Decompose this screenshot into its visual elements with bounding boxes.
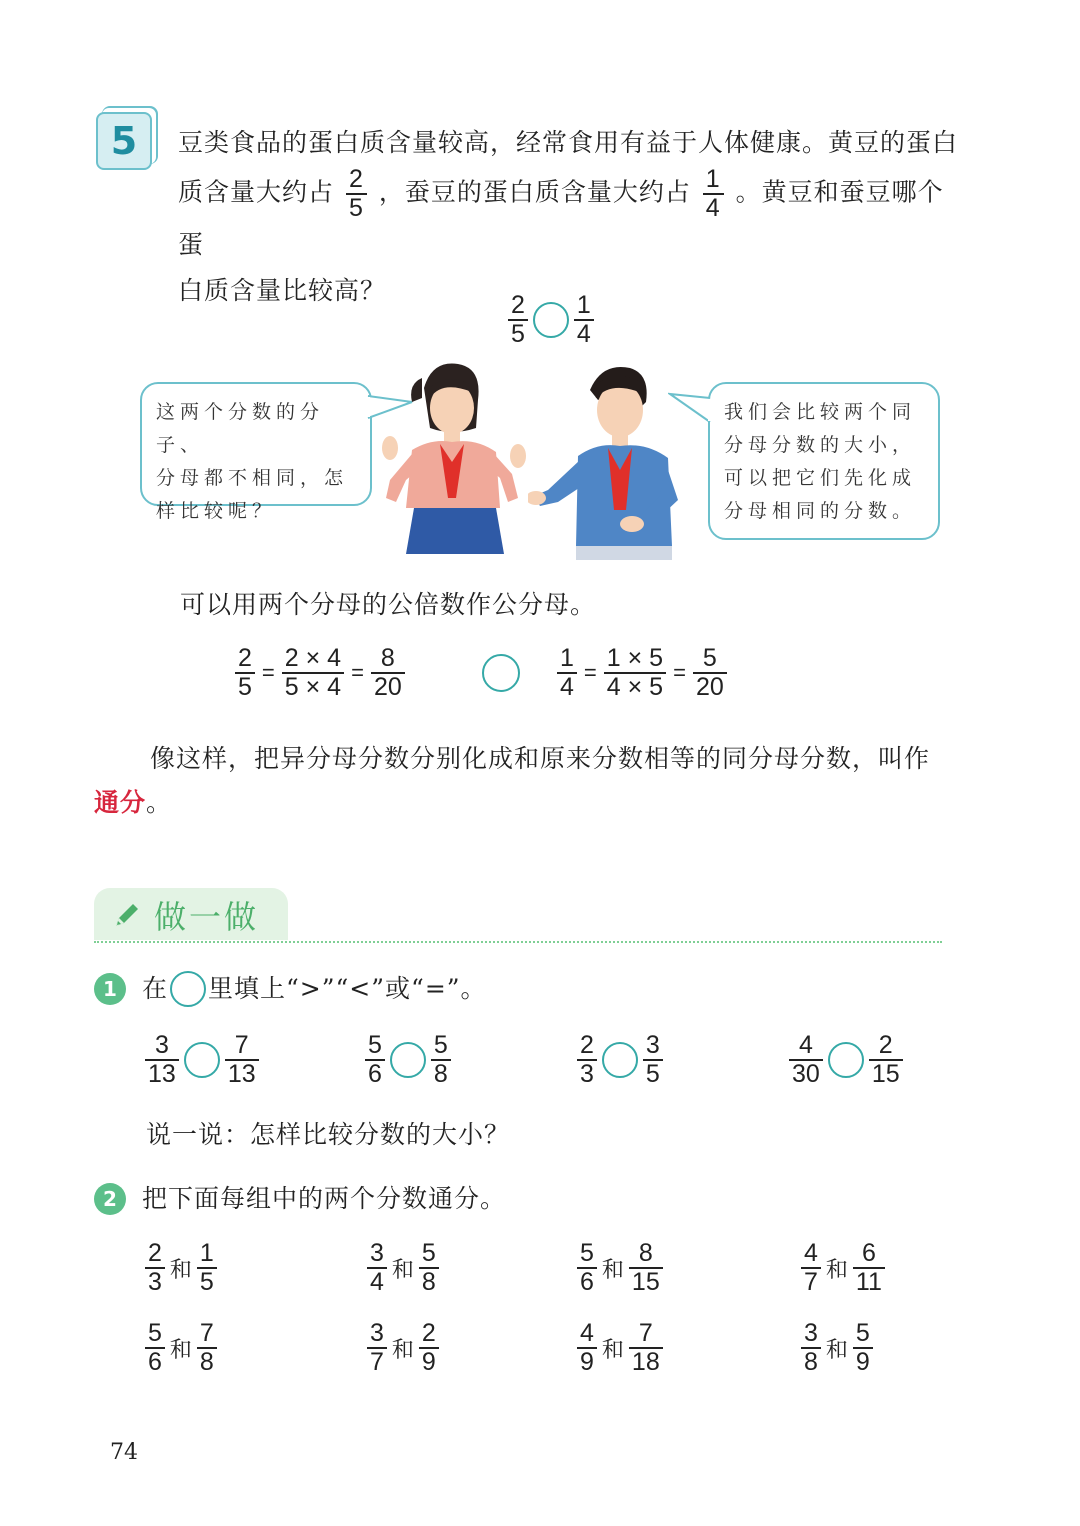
example-number-badge bbox=[96, 112, 152, 170]
girl-illustration bbox=[372, 358, 532, 558]
problem-line-2: 质含量大约占 $\frac{2}{5}$ ，蚕豆的蛋白质含量大约占 $\frac{1}{4}$ 。黄豆和蚕豆哪个蛋 bbox=[178, 165, 944, 259]
problem-text bbox=[178, 120, 958, 314]
page-number: 74 bbox=[110, 1440, 138, 1465]
exercise-1-header: 1 在 里填上“>”“<”或“=”。 bbox=[94, 966, 487, 1012]
equation-compare-circle[interactable] bbox=[482, 654, 520, 692]
compare-fractions: $\frac{2}{5}$ $\frac{1}{4}$ bbox=[505, 292, 597, 348]
fraction-soy: $\frac{2}{5}$ bbox=[346, 166, 367, 222]
equation-right: $\frac{1}{4}$ = $\frac{1 \times 5}{4 \times 5}$ = $\frac{5}{20}$ bbox=[554, 645, 730, 701]
term-tongfen: 通分 bbox=[94, 788, 147, 817]
ex1-item-3: $\frac{2}{3}$ $\frac{3}{5}$ bbox=[574, 1032, 666, 1088]
ex2-pair: $\frac{3}{8}$ 和 $\frac{5}{9}$ bbox=[798, 1320, 876, 1376]
compare-circle[interactable] bbox=[533, 302, 569, 338]
boy-illustration bbox=[528, 360, 698, 560]
ex2-pair: $\frac{5}{6}$ 和 $\frac{7}{8}$ bbox=[142, 1320, 220, 1376]
problem-line-1: 豆类食品的蛋白质含量较高，经常食用有益于人体健康。黄豆的蛋白 bbox=[178, 128, 959, 157]
ex2-pair: $\frac{4}{9}$ 和 $\frac{7}{18}$ bbox=[574, 1320, 666, 1376]
exercise-1-number: 1 bbox=[94, 973, 126, 1005]
exercise-2-number: 2 bbox=[94, 1183, 126, 1215]
ex1-item-1: $\frac{3}{13}$ $\frac{7}{13}$ bbox=[142, 1032, 262, 1088]
ex1-answer-circle[interactable] bbox=[184, 1042, 220, 1078]
ex2-pair: $\frac{4}{7}$ 和 $\frac{6}{11}$ bbox=[798, 1240, 888, 1296]
fraction-broad-bean: $\frac{1}{4}$ bbox=[703, 166, 724, 222]
ex1-item-2: $\frac{5}{6}$ $\frac{5}{8}$ bbox=[362, 1032, 454, 1088]
speech-bubble-girl: 这两个分数的分子、 分母都不相同，怎 样比较呢？ bbox=[140, 382, 372, 506]
ex2-pair: $\frac{2}{3}$ 和 $\frac{1}{5}$ bbox=[142, 1240, 220, 1296]
ex2-pair: $\frac{3}{4}$ 和 $\frac{5}{8}$ bbox=[364, 1240, 442, 1296]
definition-line-1: 像这样，把异分母分数分别化成和原来分数相等的同分母分数，叫作 bbox=[150, 744, 931, 773]
inline-circle bbox=[170, 971, 206, 1007]
ex2-pair: $\frac{3}{7}$ 和 $\frac{2}{9}$ bbox=[364, 1320, 442, 1376]
exercise-2-header: 2 把下面每组中的两个分数通分。 bbox=[94, 1176, 506, 1222]
ex1-answer-circle[interactable] bbox=[828, 1042, 864, 1078]
pencil-icon bbox=[112, 900, 142, 930]
definition-line-2: 通分。 bbox=[94, 788, 173, 817]
section-divider bbox=[94, 941, 942, 943]
ex1-item-4: $\frac{4}{30}$ $\frac{2}{15}$ bbox=[786, 1032, 906, 1088]
example-number: 5 bbox=[110, 119, 138, 163]
ex1-answer-circle[interactable] bbox=[602, 1042, 638, 1078]
speech-bubble-boy: 我们会比较两个同 分母分数的大小， 可以把它们先化成 分母相同的分数。 bbox=[708, 382, 940, 540]
problem-line-3: 白质含量比较高？ bbox=[178, 276, 387, 305]
say-prompt: 说一说：怎样比较分数的大小？ bbox=[146, 1120, 511, 1149]
equation-left: $\frac{2}{5}$ = $\frac{2 \times 4}{5 \times 4}$ = $\frac{8}{20}$ bbox=[232, 645, 408, 701]
section-title: 做一做 bbox=[154, 898, 260, 936]
ex2-pair: $\frac{5}{6}$ 和 $\frac{8}{15}$ bbox=[574, 1240, 666, 1296]
method-text: 可以用两个分母的公倍数作公分母。 bbox=[180, 590, 597, 619]
ex1-answer-circle[interactable] bbox=[390, 1042, 426, 1078]
section-header bbox=[94, 888, 288, 940]
